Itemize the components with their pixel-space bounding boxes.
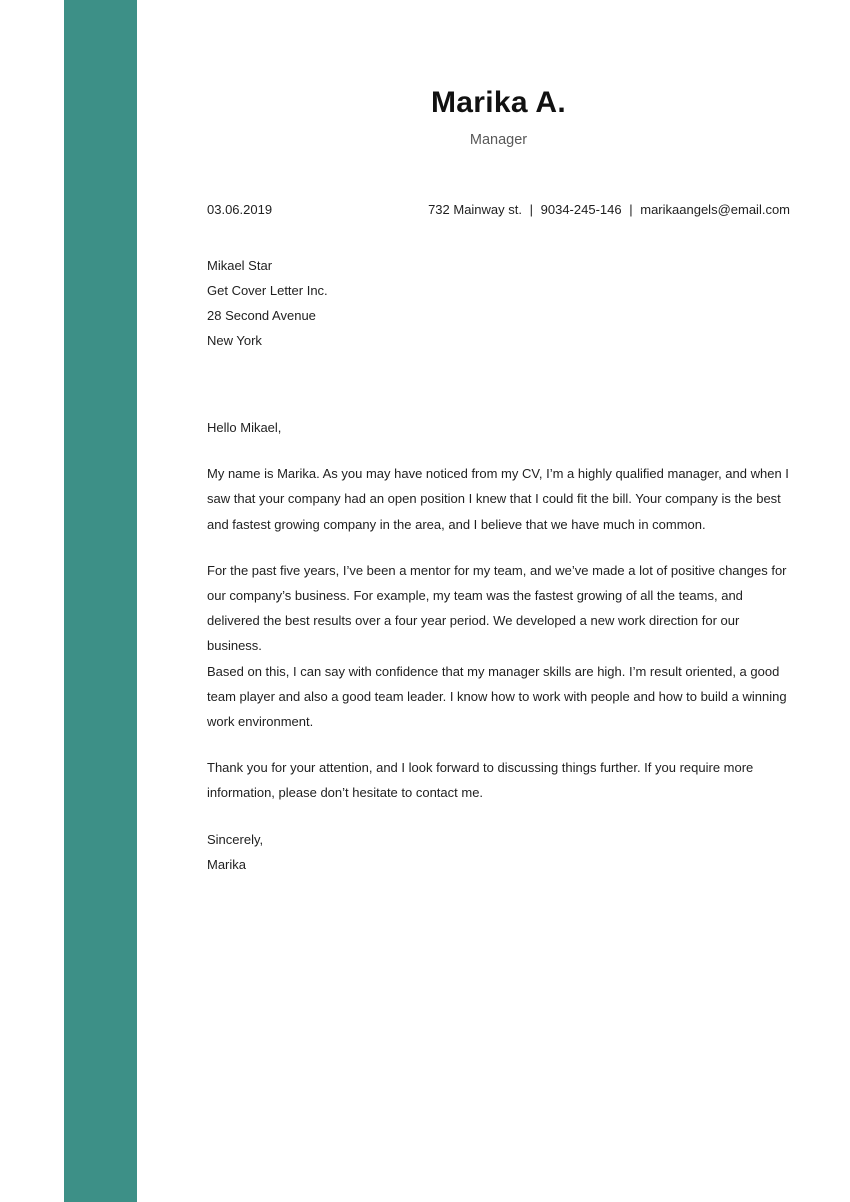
recipient-company: Get Cover Letter Inc. — [207, 283, 328, 298]
signature: Marika — [207, 856, 247, 872]
recipient-block — [207, 253, 790, 353]
greeting: Hello Mikael, — [207, 420, 282, 435]
recipient-name: Mikael Star — [207, 258, 273, 273]
contact-separator: | — [629, 202, 633, 217]
contact-phone: 9034-245-146 — [540, 202, 622, 217]
recipient-city: New York — [207, 333, 262, 348]
contact-email: marikaangels@email.com — [640, 202, 790, 217]
closing: Sincerely, — [207, 831, 264, 847]
letter-date: 03.06.2019 — [207, 202, 273, 217]
signoff-block — [207, 827, 790, 877]
contact-address: 732 Mainway st. — [428, 202, 522, 217]
body-paragraph-3: Thank you for your attention, and I look forward to discussing things further. If you require more information, please don’t hesitate to contact me. — [207, 760, 754, 801]
contact-separator: | — [529, 202, 534, 217]
contact-line — [428, 197, 790, 222]
letter-author-role: Manager — [469, 132, 528, 148]
meta-row — [207, 197, 790, 222]
body-paragraph-2b: Based on this, I can say with confidence that my manager skills are high. I’m result oriented, a good team player and also a good team leader. I know how to work with people and how to build a winning work environment. — [207, 663, 787, 730]
left-accent-bar — [64, 0, 137, 1202]
letter-author-name: Marika A. — [431, 86, 566, 119]
body-paragraph-1: My name is Marika. As you may have noticed from my CV, I’m a highly qualified manager, and when I saw that your company had an open position I knew that I could fit the bill. Your company is the best and fastest growing company in the area, and I believe that we have much in common. — [207, 466, 789, 532]
body-paragraph-2 — [207, 558, 790, 734]
letter-body — [207, 415, 790, 877]
body-paragraph-2a: For the past five years, I’ve been a mentor for my team, and we’ve made a lot of positive changes for our company’s business. For example, my team was the fastest growing of all the teams, and delivered the best results over a four year period. We developed a new work direction for our business. — [207, 562, 787, 654]
letter-content — [207, 0, 790, 877]
recipient-street: 28 Second Avenue — [207, 308, 316, 323]
